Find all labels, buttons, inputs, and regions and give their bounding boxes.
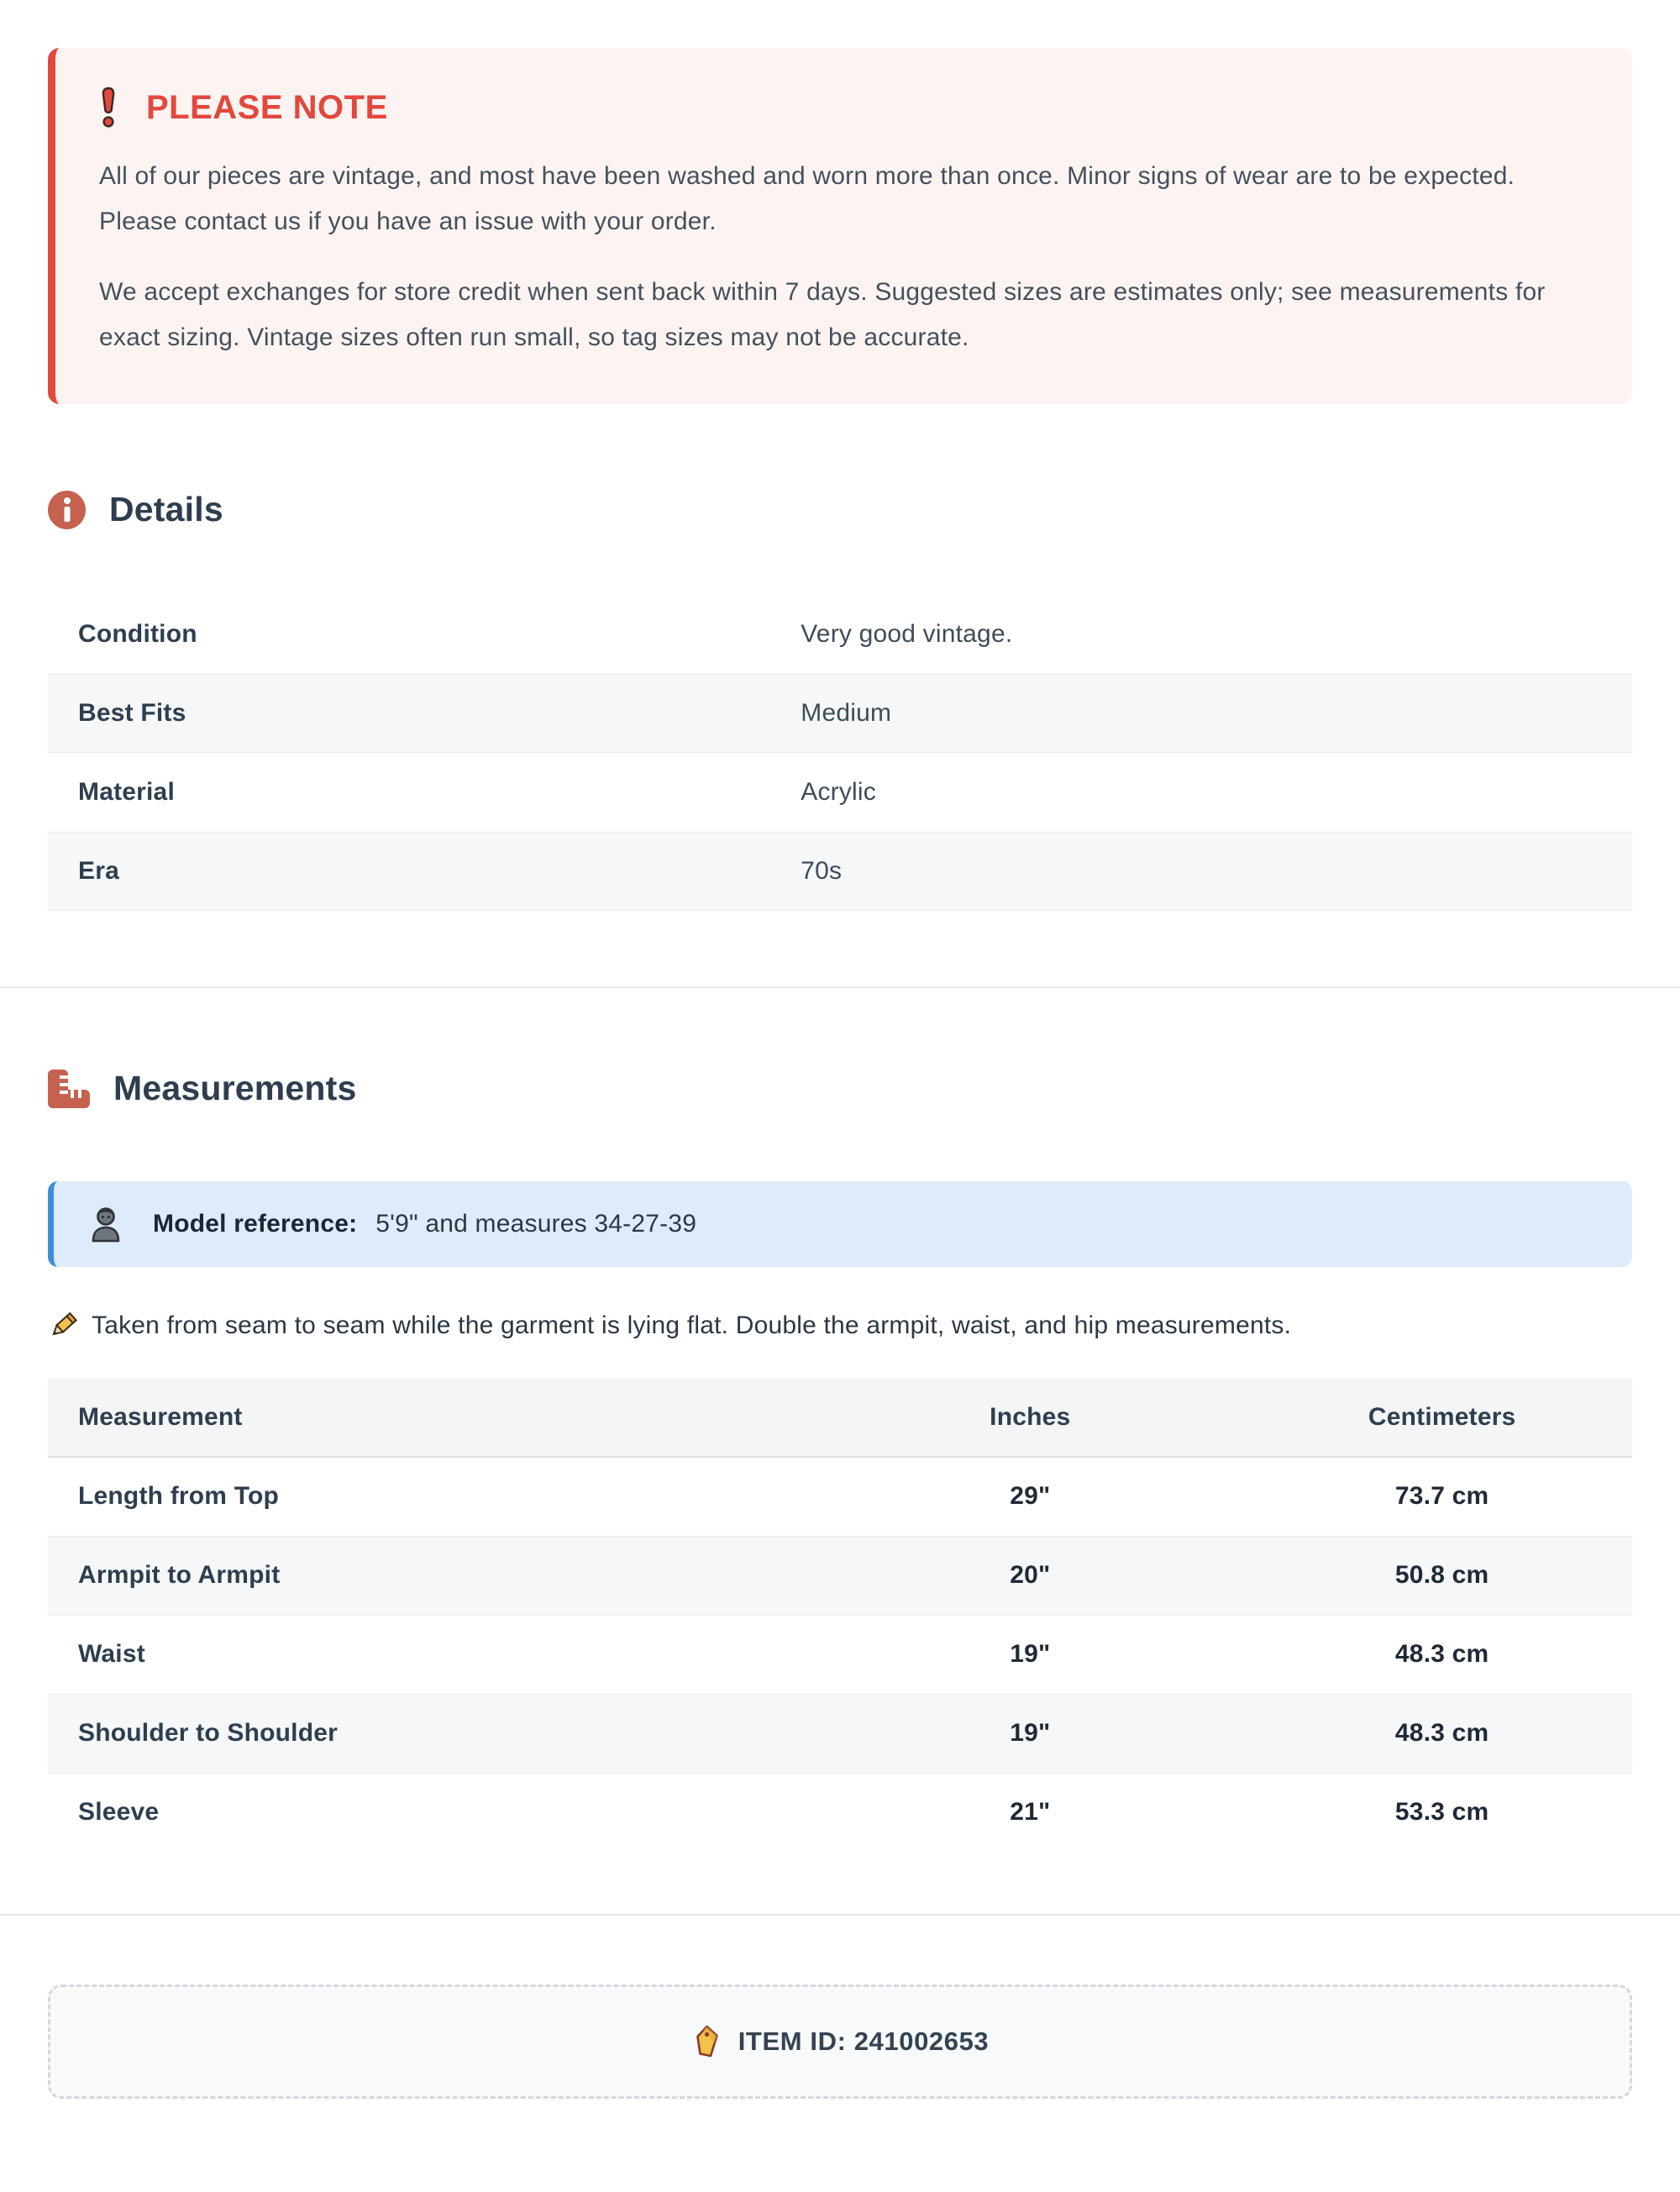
details-row: [48, 832, 1632, 911]
model-reference-label: Model reference:: [153, 1210, 358, 1238]
section-divider: [0, 1914, 1680, 1916]
detail-value: 70s: [801, 857, 843, 885]
pencil-icon: [48, 1311, 78, 1341]
please-note-callout: [48, 48, 1632, 404]
product-info-page: [0, 48, 1680, 2099]
details-heading: [48, 490, 1632, 529]
details-section: [0, 490, 1680, 911]
exclamation-icon: [99, 87, 118, 129]
measurement-row: [48, 1694, 1632, 1773]
measurement-row: [48, 1773, 1632, 1852]
measurements-header-row: [48, 1378, 1632, 1457]
measurement-centimeters: 48.3 cm: [1252, 1615, 1632, 1694]
measurement-label: Waist: [48, 1615, 808, 1694]
please-note-heading: [99, 87, 1572, 129]
detail-value: Medium: [801, 699, 892, 727]
measurement-inches: 19": [808, 1694, 1252, 1773]
details-row: [48, 595, 1632, 674]
details-table: [48, 595, 1632, 911]
item-id-text: ITEM ID: 241002653: [738, 2026, 990, 2056]
detail-label: Era: [78, 857, 119, 885]
item-id-box: [48, 1984, 1632, 2099]
measurement-method-text: Taken from seam to seam while the garment is lying flat. Double the armpit, waist, and hip measurements.: [92, 1312, 1292, 1339]
measurement-row: [48, 1457, 1632, 1536]
measurement-centimeters: 73.7 cm: [1394, 1482, 1489, 1511]
info-icon: [48, 491, 86, 529]
detail-label: Material: [78, 778, 175, 806]
details-title: Details: [109, 490, 223, 528]
detail-value: Acrylic: [801, 778, 876, 806]
measurements-table: [48, 1378, 1632, 1852]
col-header-centimeters: Centimeters: [1252, 1378, 1632, 1457]
note-paragraph-1: All of our pieces are vintage, and most have been washed and worn more than once. Minor signs of wear are to be expected. Please contact us if you have an issue with your order.: [99, 162, 1515, 235]
measurement-label: Armpit to Armpit: [48, 1536, 808, 1615]
measurement-label: Length from Top: [78, 1482, 280, 1511]
note-paragraph-2: We accept exchanges for store credit when sent back within 7 days. Suggested sizes are estimates only; see measurements for exact sizing. Vintage sizes often run small, so tag sizes may not be accurate.: [99, 278, 1546, 351]
measurement-inches: 29": [1010, 1482, 1051, 1511]
details-row: [48, 753, 1632, 832]
measurement-inches: 21": [808, 1773, 1252, 1852]
please-note-title: PLEASE NOTE: [146, 88, 388, 126]
model-reference-callout: [48, 1181, 1632, 1267]
col-header-measurement: Measurement: [48, 1378, 808, 1457]
measurement-centimeters: 50.8 cm: [1252, 1536, 1632, 1615]
details-row: [48, 674, 1632, 753]
measurements-title: Measurements: [113, 1069, 357, 1107]
measurement-inches: 19": [808, 1615, 1252, 1694]
ruler-icon: [48, 1070, 90, 1108]
measurement-label: Shoulder to Shoulder: [48, 1694, 808, 1773]
col-header-inches: Inches: [808, 1378, 1252, 1457]
section-divider: [0, 986, 1680, 988]
measurements-heading: [48, 1069, 1632, 1108]
measurements-section: [0, 1069, 1680, 1852]
tag-icon: [691, 2025, 720, 2058]
detail-label: Best Fits: [78, 699, 186, 727]
measurement-centimeters: 53.3 cm: [1252, 1773, 1632, 1852]
measurement-inches: 20": [808, 1536, 1252, 1615]
detail-label: Condition: [78, 620, 197, 648]
measurement-row: [48, 1536, 1632, 1615]
detail-value: Very good vintage.: [801, 620, 1013, 648]
measurement-centimeters: 48.3 cm: [1252, 1694, 1632, 1773]
measurement-label: Sleeve: [48, 1773, 808, 1852]
measurement-method-note: [48, 1311, 1632, 1341]
measurement-row: [48, 1615, 1632, 1694]
model-reference-value: 5'9" and measures 34-27-39: [375, 1210, 697, 1238]
person-icon: [89, 1206, 123, 1243]
